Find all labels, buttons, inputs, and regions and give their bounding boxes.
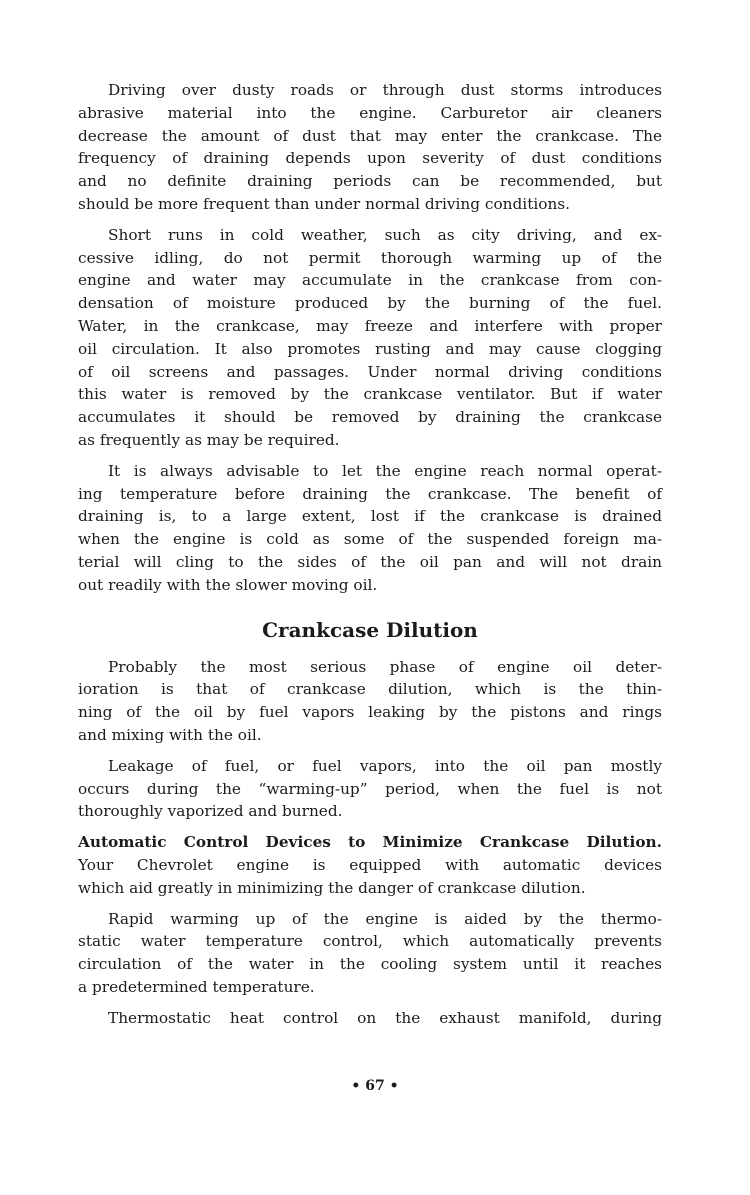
page-number: • 67 • — [351, 1078, 399, 1094]
text-line: static water temperature control, which automatically prevents — [78, 932, 662, 951]
paragraph — [78, 831, 662, 899]
paragraph — [78, 79, 662, 216]
body-text — [78, 79, 662, 1029]
text-line: when the engine is cold as some of the suspended foreign ma- — [78, 530, 662, 549]
paragraph — [78, 755, 662, 823]
text-line: It is always advisable to let the engine reach normal operat- — [108, 461, 662, 480]
text-line: occurs during the “warming-up” period, when the fuel is not — [78, 779, 662, 798]
text-line: Your Chevrolet engine is equipped with automatic devices — [78, 855, 662, 874]
text-line: accumulates it should be removed by draining the crankcase — [78, 408, 662, 427]
text-line: as frequently as may be required. — [78, 430, 340, 449]
text-line: ing temperature before draining the crankcase. The benefit of — [78, 484, 662, 503]
text-line: Water, in the crankcase, may freeze and interfere with proper — [78, 316, 662, 335]
text-line: should be more frequent than under normal driving conditions. — [78, 194, 571, 213]
text-line: a predetermined temperature. — [78, 977, 315, 996]
text-line: Driving over dusty roads or through dust storms introduces — [108, 81, 662, 99]
text-line: ning of the oil by fuel vapors leaking by the pistons and rings — [78, 703, 662, 722]
text-line: which aid greatly in minimizing the danger of crankcase dilution. — [78, 878, 586, 897]
text-line: draining is, to a large extent, lost if the crankcase is drained — [78, 507, 662, 526]
text-line: cessive idling, do not permit thorough warming up of the — [78, 248, 662, 267]
text-line: Probably the most serious phase of engine oil deter- — [108, 657, 662, 676]
text-line: circulation of the water in the cooling system until it reaches — [78, 955, 662, 974]
text-line: densation of moisture produced by the burning of the fuel. — [78, 294, 662, 313]
text-line: engine and water may accumulate in the crankcase from con- — [78, 271, 662, 290]
text-line: thoroughly vaporized and burned. — [78, 802, 343, 821]
paragraph-run-in-heading: Automatic Control Devices to Minimize Crankcase Dilution. — [78, 833, 662, 852]
text-line: Short runs in cold weather, such as city driving, and ex- — [108, 225, 662, 244]
text-line: abrasive material into the engine. Carburetor air cleaners — [78, 103, 662, 122]
text-line: terial will cling to the sides of the oil pan and will not drain — [78, 552, 662, 571]
text-line: Rapid warming up of the engine is aided by the thermo- — [108, 909, 662, 928]
paragraph — [78, 224, 662, 452]
text-line: oil circulation. It also promotes rusting and may cause clogging — [78, 339, 662, 358]
section-heading: Crankcase Dilution — [262, 617, 478, 642]
paragraph — [78, 1007, 662, 1030]
paragraph — [78, 460, 662, 597]
paragraph — [78, 908, 662, 999]
text-line: of oil screens and passages. Under normal driving conditions — [78, 362, 662, 381]
text-line: decrease the amount of dust that may enter the crankcase. The — [78, 126, 662, 145]
text-line: Thermostatic heat control on the exhaust manifold, during — [108, 1008, 662, 1027]
paragraph — [78, 656, 662, 747]
text-line: this water is removed by the crankcase ventilator. But if water — [78, 385, 662, 404]
text-line: and mixing with the oil. — [78, 725, 262, 744]
text-line: frequency of draining depends upon severity of dust conditions — [78, 149, 662, 168]
text-line: Leakage of fuel, or fuel vapors, into the oil pan mostly — [108, 756, 662, 775]
text-line: ioration is that of crankcase dilution, which is the thin- — [78, 680, 662, 699]
text-line: and no definite draining periods can be recommended, but — [78, 172, 662, 191]
text-line: out readily with the slower moving oil. — [78, 575, 378, 594]
